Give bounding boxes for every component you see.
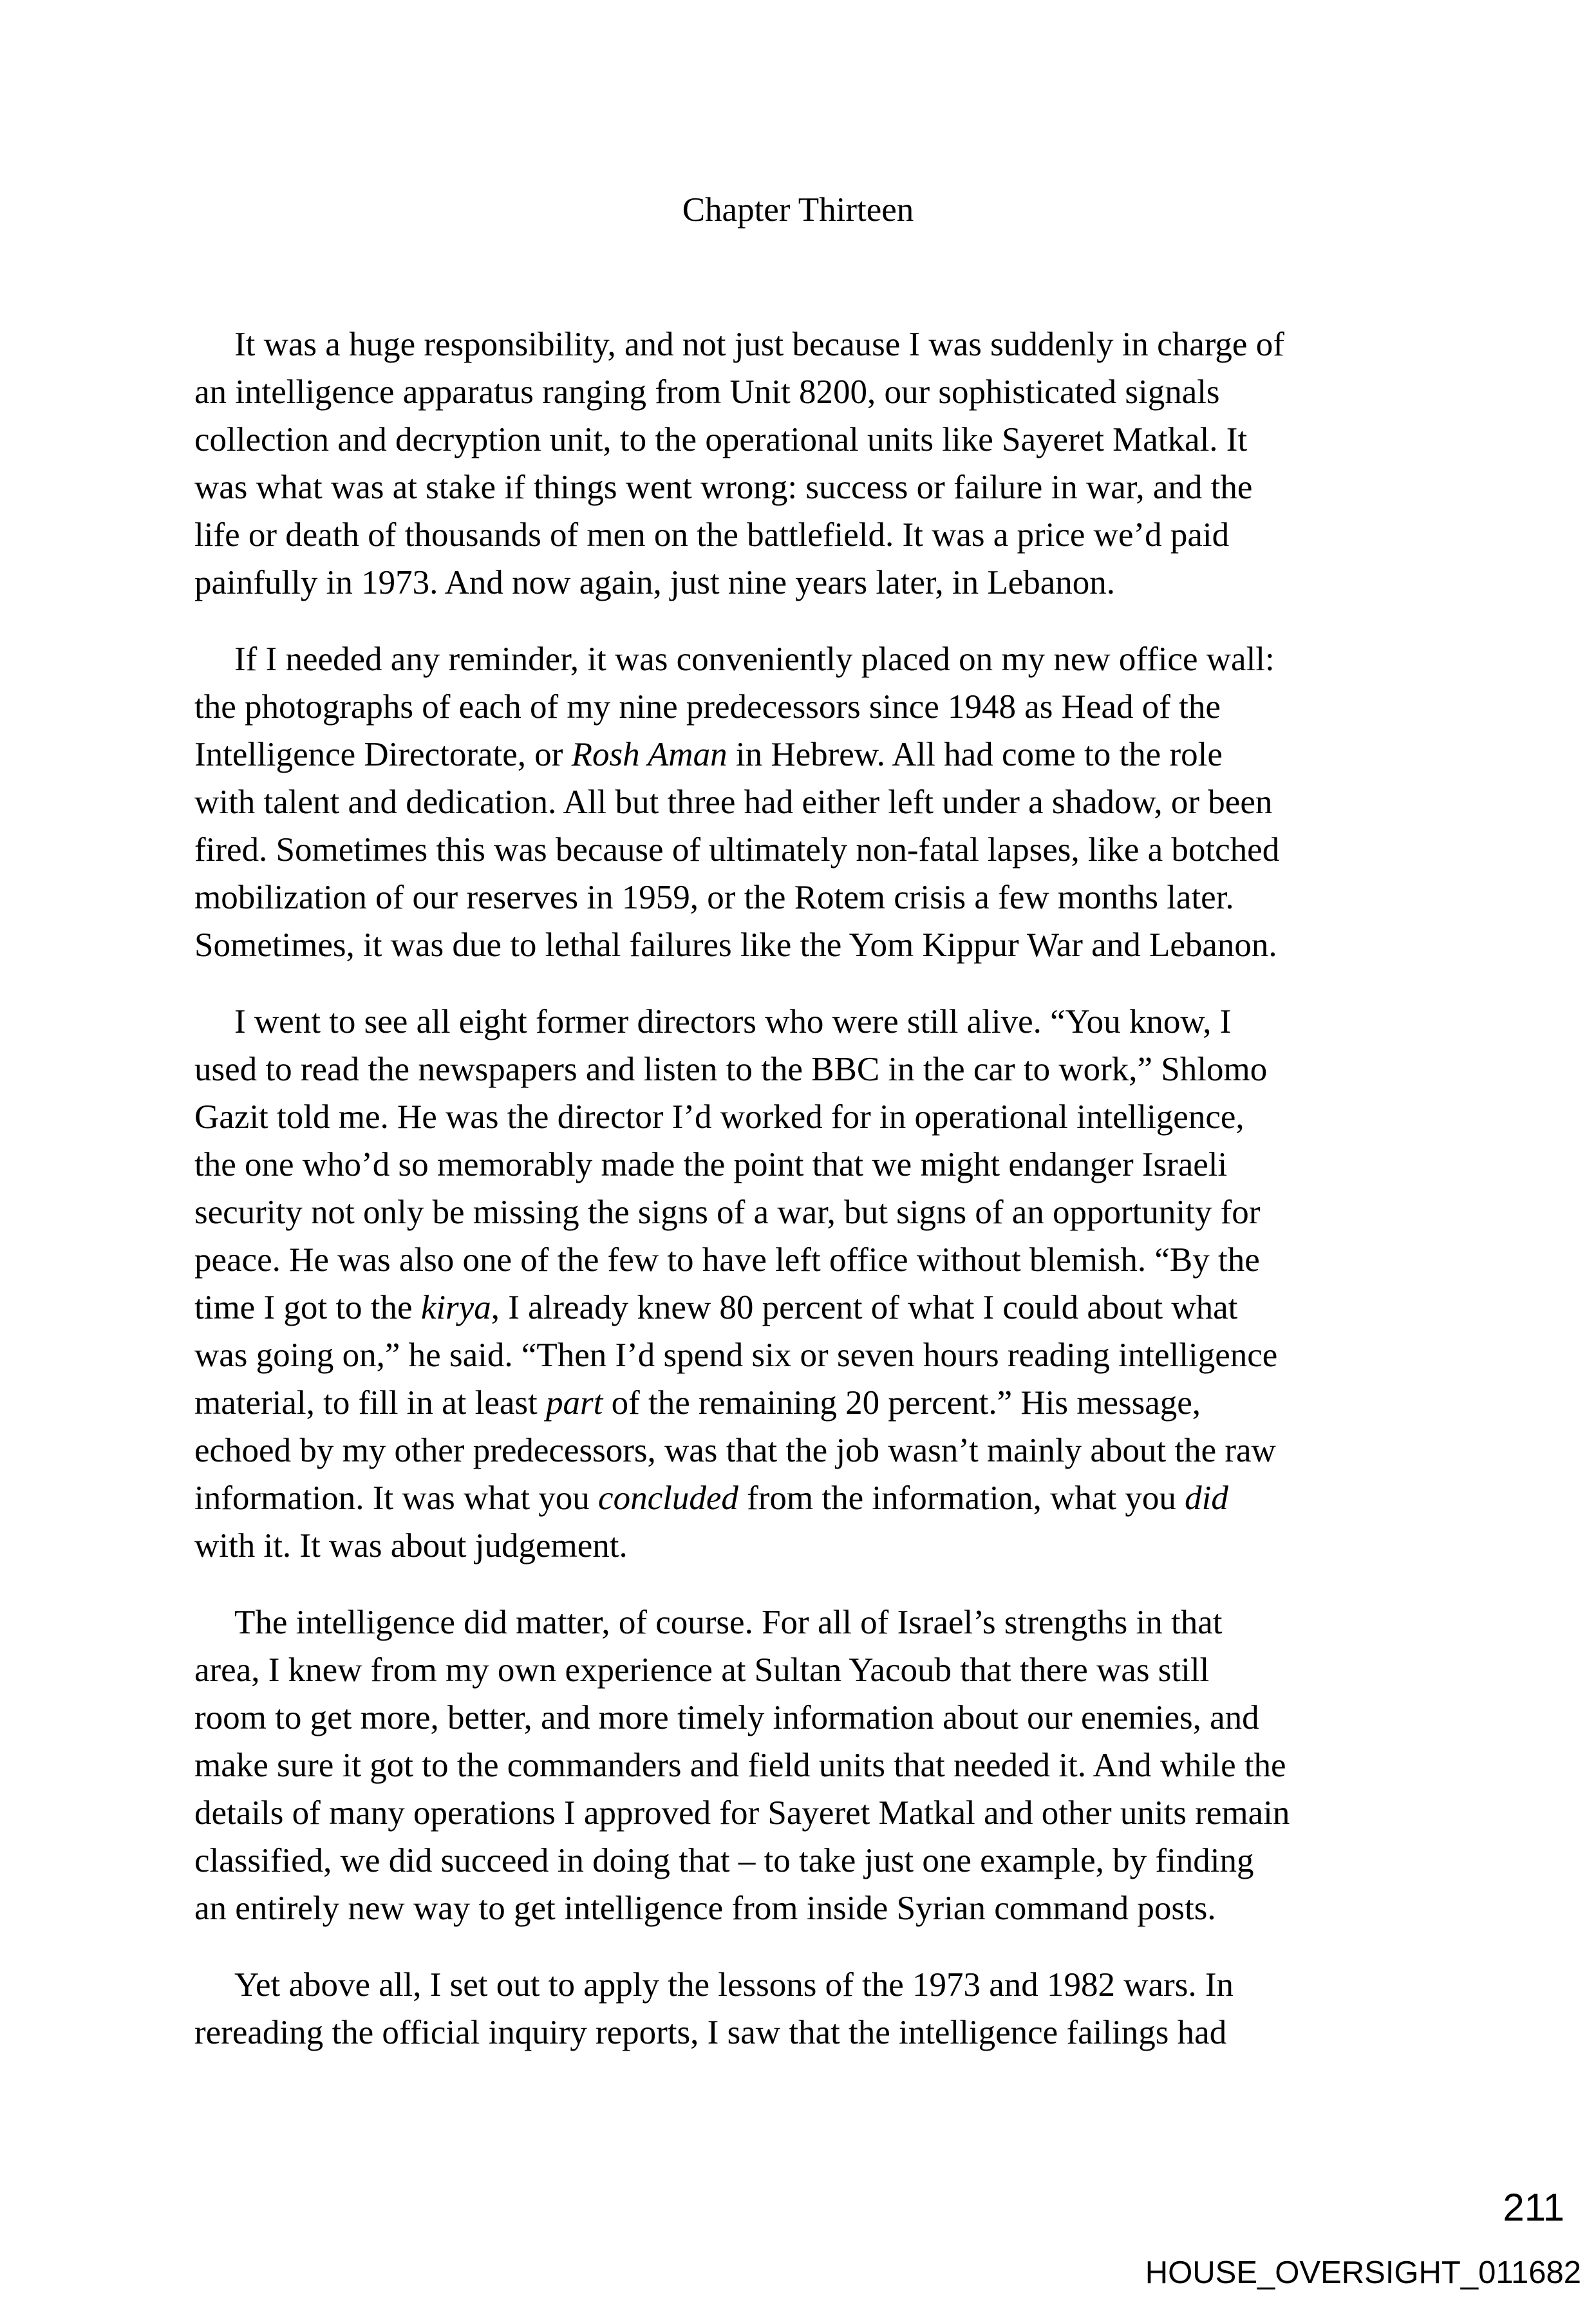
text-line: time I got to the kirya, I already knew 80 percent of what I could about what	[194, 1289, 1238, 1326]
text-line: Sometimes, it was due to lethal failures like the Yom Kippur War and Lebanon.	[194, 926, 1277, 964]
text-line: details of many operations I approved for Sayeret Matkal and other units remain	[194, 1794, 1290, 1832]
text-line: If I needed any reminder, it was conveniently placed on my new office wall:	[234, 641, 1275, 678]
text-line: life or death of thousands of men on the battlefield. It was a price we’d paid	[194, 516, 1230, 554]
text-line: was what was at stake if things went wrong: success or failure in war, and the	[194, 469, 1253, 506]
text-line: area, I knew from my own experience at Sultan Yacoub that there was still	[194, 1651, 1210, 1689]
text-line: was going on,” he said. “Then I’d spend six or seven hours reading intelligence	[194, 1337, 1278, 1374]
text-line: Yet above all, I set out to apply the lessons of the 1973 and 1982 wars. In	[234, 1966, 1234, 2004]
bates-stamp: HOUSE_OVERSIGHT_011682	[1145, 2255, 1581, 2290]
text-line: used to read the newspapers and listen to the BBC in the car to work,” Shlomo	[194, 1051, 1268, 1088]
text-line: painfully in 1973. And now again, just nine years later, in Lebanon.	[194, 564, 1116, 601]
text-line: the photographs of each of my nine predecessors since 1948 as Head of the	[194, 688, 1221, 726]
paragraph	[194, 321, 1437, 606]
paragraph	[194, 998, 1437, 1570]
text-line: an entirely new way to get intelligence from inside Syrian command posts.	[194, 1890, 1216, 1927]
paragraph	[194, 1961, 1437, 2056]
paragraph	[194, 1599, 1437, 1932]
text-line: make sure it got to the commanders and field units that needed it. And while the	[194, 1747, 1286, 1784]
text-line: rereading the official inquiry reports, I saw that the intelligence failings had	[194, 2014, 1227, 2051]
text-line: fired. Sometimes this was because of ultimately non-fatal lapses, like a botched	[194, 831, 1280, 869]
page-number: 211	[1503, 2186, 1564, 2229]
text-block	[194, 321, 1437, 2056]
text-line: the one who’d so memorably made the point that we might endanger Israeli	[194, 1146, 1228, 1183]
text-line: collection and decryption unit, to the operational units like Sayeret Matkal. It	[194, 421, 1248, 458]
text-line: with talent and dedication. All but three had either left under a shadow, or been	[194, 784, 1273, 821]
text-line: room to get more, better, and more timely information about our enemies, and	[194, 1699, 1259, 1736]
text-line: The intelligence did matter, of course. For all of Israel’s strengths in that	[234, 1604, 1223, 1641]
text-line: I went to see all eight former directors who were still alive. “You know, I	[234, 1003, 1232, 1040]
text-line: material, to fill in at least part of the remaining 20 percent.” His message,	[194, 1384, 1201, 1422]
text-line: echoed by my other predecessors, was that the job wasn’t mainly about the raw	[194, 1432, 1276, 1469]
text-line: peace. He was also one of the few to have left office without blemish. “By the	[194, 1241, 1260, 1279]
chapter-title: Chapter Thirteen	[682, 191, 914, 229]
text-line: with it. It was about judgement.	[194, 1527, 628, 1565]
text-line: security not only be missing the signs of a war, but signs of an opportunity for	[194, 1194, 1261, 1231]
text-line: classified, we did succeed in doing that – to take just one example, by finding	[194, 1842, 1254, 1879]
paragraph	[194, 635, 1437, 969]
text-line: Gazit told me. He was the director I’d worked for in operational intelligence,	[194, 1098, 1244, 1136]
text-line: an intelligence apparatus ranging from Unit 8200, our sophisticated signals	[194, 373, 1220, 411]
text-line: mobilization of our reserves in 1959, or the Rotem crisis a few months later.	[194, 879, 1234, 916]
text-line: Intelligence Directorate, or Rosh Aman in Hebrew. All had come to the role	[194, 736, 1223, 773]
text-line: It was a huge responsibility, and not just because I was suddenly in charge of	[234, 326, 1284, 363]
text-line: information. It was what you concluded from the information, what you did	[194, 1480, 1228, 1517]
